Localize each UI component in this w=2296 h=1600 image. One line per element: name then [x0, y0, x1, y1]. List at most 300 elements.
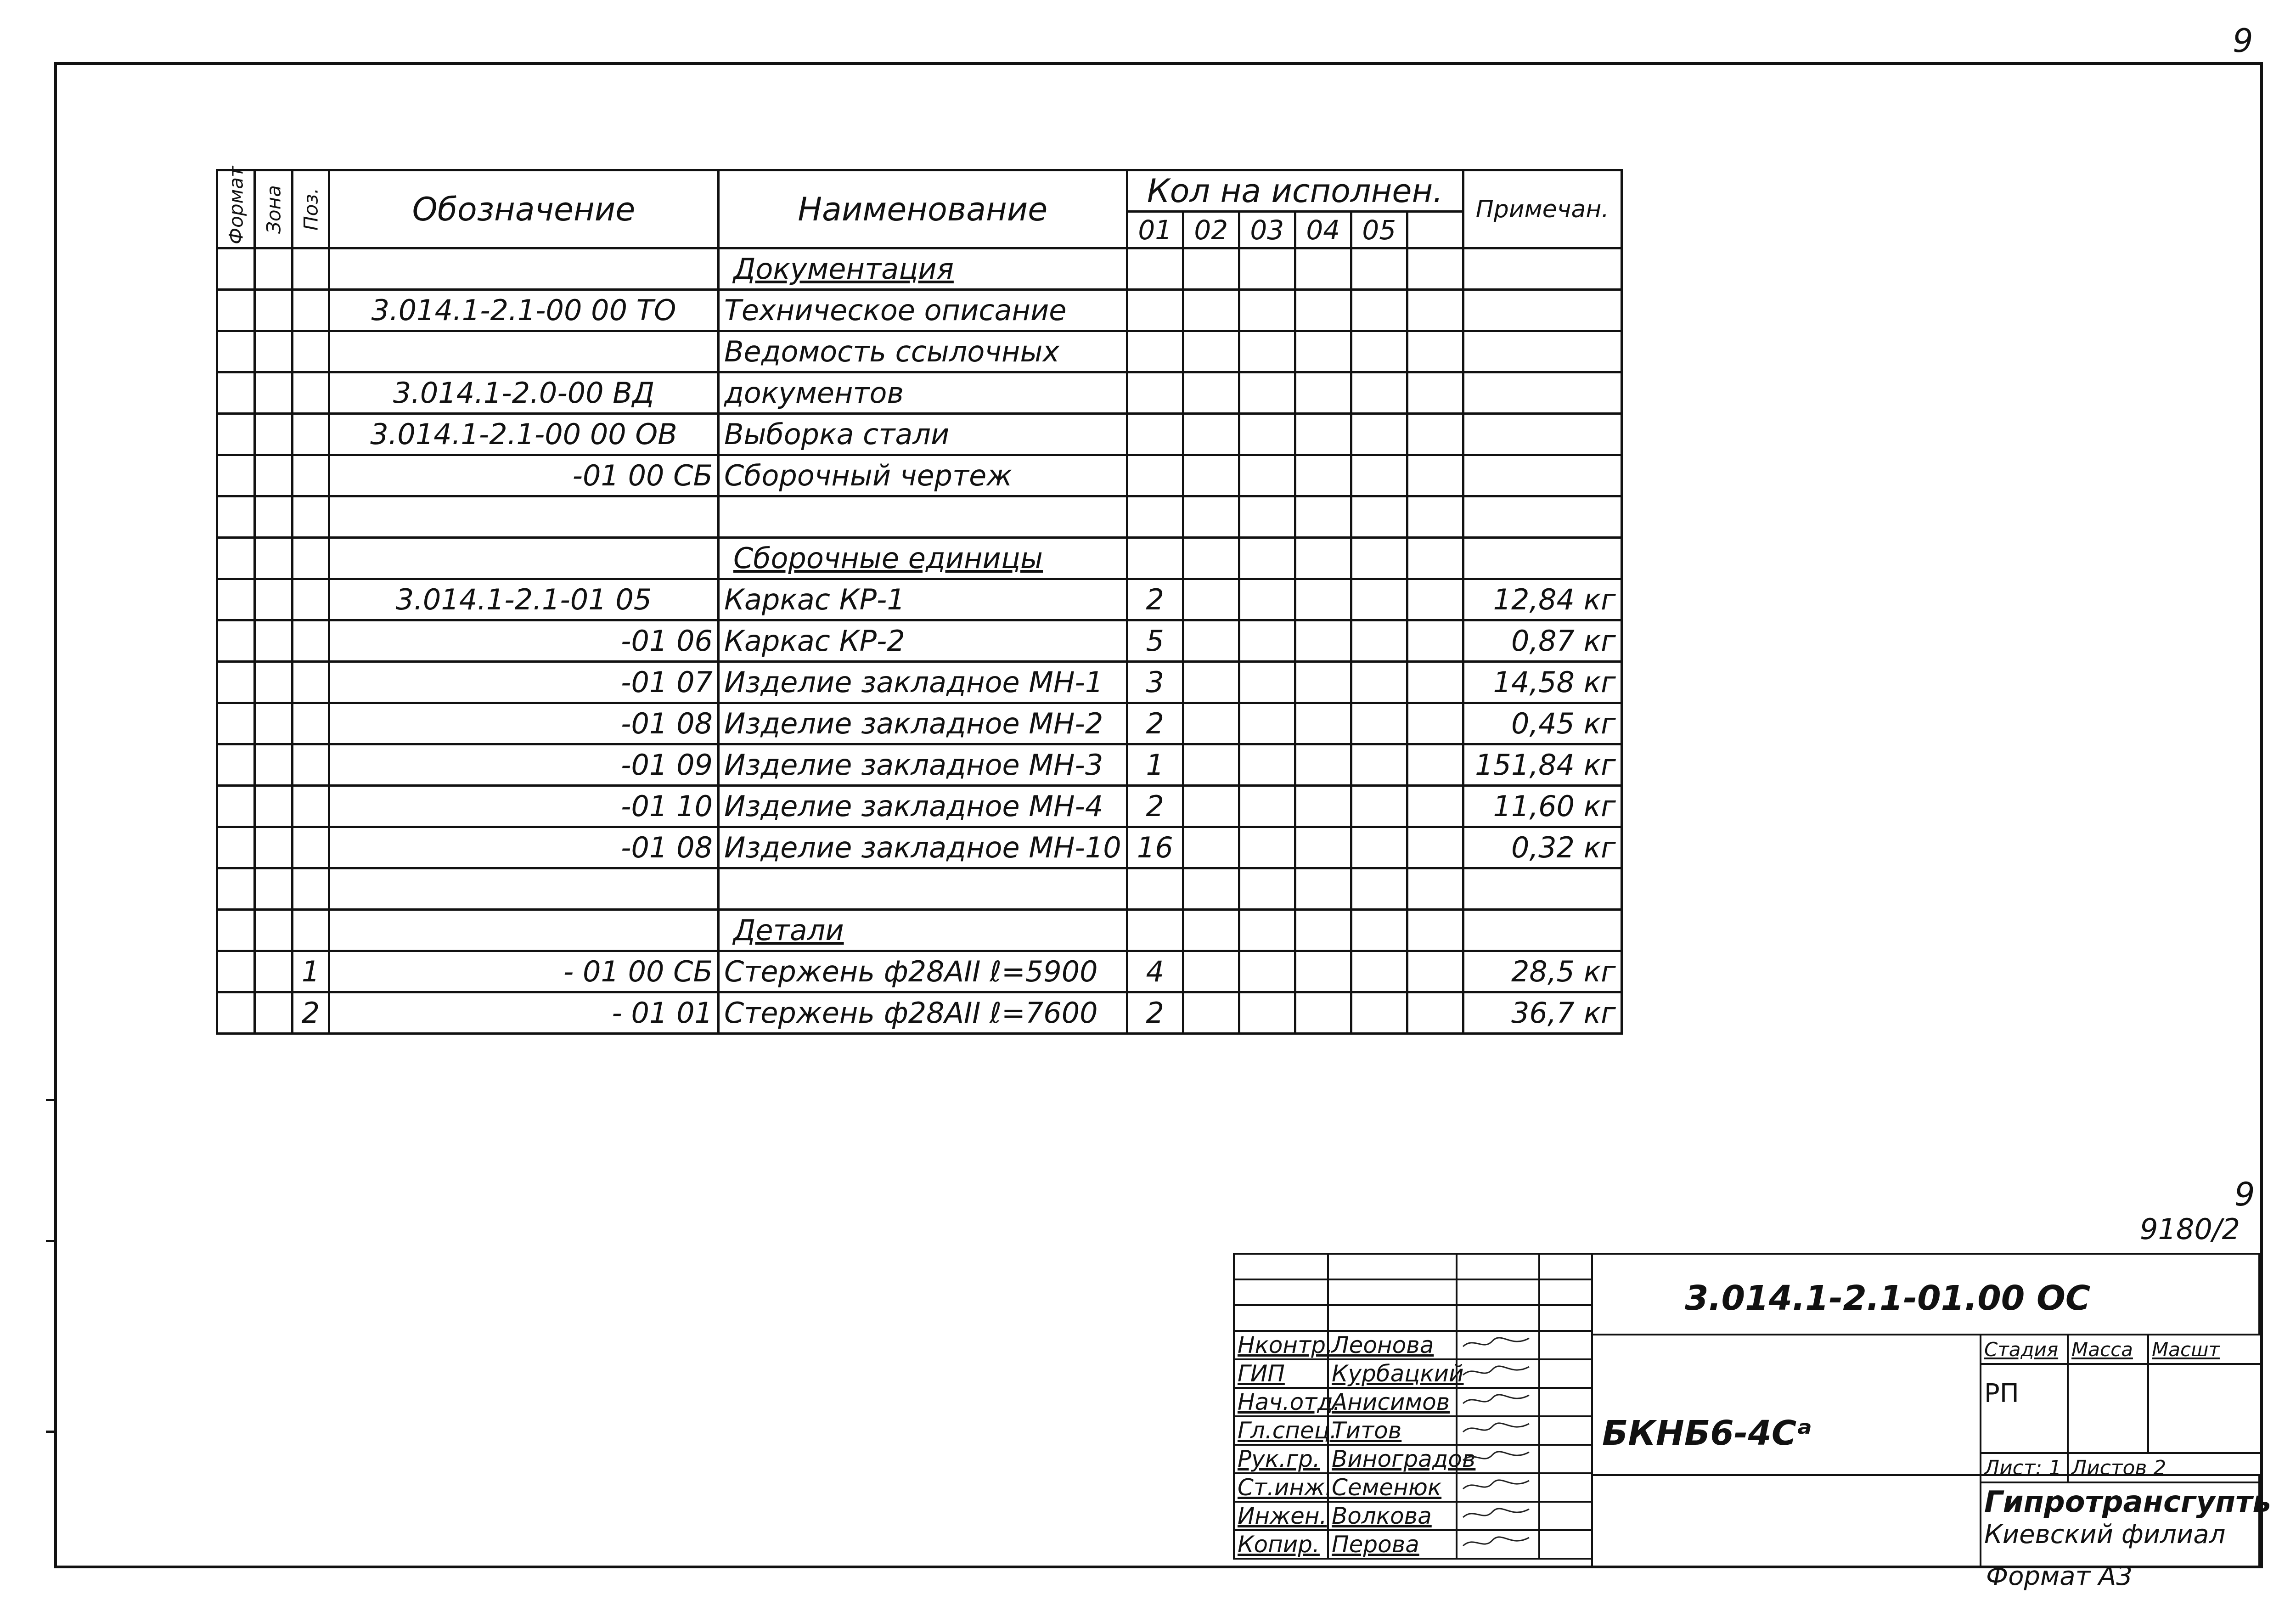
- margin-tick: [46, 1240, 56, 1242]
- blank-cell: [1591, 1474, 1981, 1568]
- qty-cell: [1295, 868, 1351, 910]
- qty-cell: [1407, 290, 1463, 331]
- name-cell: Стержень ф28АII ℓ=7600: [719, 992, 1127, 1034]
- qty-cell: [1183, 868, 1239, 910]
- qty-cell: [1239, 703, 1295, 744]
- zone-cell: [255, 786, 293, 827]
- margin-tick: [46, 1099, 56, 1101]
- designation-cell: -01 08: [329, 827, 719, 868]
- blank-cell: [1457, 1279, 1539, 1305]
- format-cell: [217, 620, 255, 662]
- qty-cell: [1351, 579, 1407, 620]
- qty-cell: [1127, 868, 1183, 910]
- pos-cell: [293, 290, 329, 331]
- qty-cell: [1183, 951, 1239, 992]
- qty-cell: [1183, 579, 1239, 620]
- designation-cell: [329, 331, 719, 372]
- qty-cell: [1407, 868, 1463, 910]
- zone-cell: [255, 744, 293, 786]
- qty-cell: [1351, 372, 1407, 414]
- qty-cell: [1407, 331, 1463, 372]
- qty-cell: [1183, 372, 1239, 414]
- qty-cell: [1351, 910, 1407, 951]
- header-name: Наименование: [719, 170, 1127, 248]
- qty-col-header: 01: [1127, 212, 1183, 248]
- header-note: Примечан.: [1463, 170, 1621, 248]
- name-cell: Каркас КР-1: [719, 579, 1127, 620]
- qty-cell: [1183, 414, 1239, 455]
- note-cell: 11,60 кг: [1463, 786, 1621, 827]
- qty-cell: [1239, 248, 1295, 290]
- format-cell: [217, 703, 255, 744]
- qty-cell: [1295, 910, 1351, 951]
- specification-table: [216, 166, 1623, 1035]
- qty-cell: [1351, 703, 1407, 744]
- qty-cell: [1295, 992, 1351, 1034]
- designation-cell: -01 06: [329, 620, 719, 662]
- qty-cell: [1295, 372, 1351, 414]
- zone-cell: [255, 910, 293, 951]
- note-cell: 36,7 кг: [1463, 992, 1621, 1034]
- note-cell: [1463, 372, 1621, 414]
- blank-cell: [1328, 1279, 1457, 1305]
- staff-row: [1234, 1388, 1592, 1416]
- note-cell: 12,84 кг: [1463, 579, 1621, 620]
- format-label: Формат А3: [1986, 1561, 2133, 1591]
- staff-name: Титов: [1328, 1416, 1457, 1445]
- staff-role: Инжен.: [1234, 1502, 1328, 1530]
- margin-tick: [46, 1431, 56, 1433]
- scale-label: Масшт: [2148, 1335, 2261, 1364]
- format-cell: [217, 579, 255, 620]
- format-cell: [217, 248, 255, 290]
- qty-cell: [1351, 992, 1407, 1034]
- designation-cell: [329, 910, 719, 951]
- format-cell: [217, 827, 255, 868]
- qty-cell: [1239, 496, 1295, 538]
- qty-cell: [1183, 992, 1239, 1034]
- pos-cell: 2: [293, 992, 329, 1034]
- pos-cell: [293, 455, 329, 496]
- qty-cell: [1127, 910, 1183, 951]
- qty-cell: [1183, 496, 1239, 538]
- pos-cell: [293, 579, 329, 620]
- qty-cell: [1351, 744, 1407, 786]
- staff-name: Леонова: [1328, 1331, 1457, 1359]
- qty-cell: [1295, 331, 1351, 372]
- designation-cell: 3.014.1-2.1-01 05: [329, 579, 719, 620]
- inventory-number: 9180/2: [2140, 1212, 2240, 1246]
- qty-cell: [1351, 290, 1407, 331]
- product-cell: [1591, 1334, 1981, 1476]
- header-pos: Поз.: [293, 170, 329, 248]
- format-cell: [217, 744, 255, 786]
- qty-cell: [1239, 744, 1295, 786]
- pos-cell: [293, 496, 329, 538]
- pos-cell: [293, 868, 329, 910]
- qty-cell: [1295, 703, 1351, 744]
- zone-cell: [255, 951, 293, 992]
- zone-cell: [255, 290, 293, 331]
- qty-cell: [1239, 662, 1295, 703]
- product-name: БКНБ6-4Сᵃ: [1602, 1414, 1812, 1453]
- qty-cell: [1407, 455, 1463, 496]
- blank-cell: [1234, 1279, 1328, 1305]
- designation-cell: -01 00 СБ: [329, 455, 719, 496]
- signature: [1457, 1388, 1539, 1416]
- zone-cell: [255, 662, 293, 703]
- zone-cell: [255, 372, 293, 414]
- pos-cell: [293, 414, 329, 455]
- qty-cell: [1183, 662, 1239, 703]
- pos-cell: [293, 372, 329, 414]
- designation-cell: [329, 248, 719, 290]
- header-zone: Зона: [255, 170, 293, 248]
- designation-cell: 3.014.1-2.1-00 00 ТО: [329, 290, 719, 331]
- qty-cell: [1351, 414, 1407, 455]
- table-row: [217, 414, 1622, 455]
- table-row: [217, 372, 1622, 414]
- qty-cell: [1295, 662, 1351, 703]
- table-row: [217, 703, 1622, 744]
- pos-cell: [293, 331, 329, 372]
- table-row: [217, 455, 1622, 496]
- staff-role: ГИП: [1234, 1359, 1328, 1388]
- qty-cell: [1407, 372, 1463, 414]
- org-branch: Киевский филиал: [1984, 1520, 2226, 1549]
- qty-col-header: 03: [1239, 212, 1295, 248]
- table-row: [217, 951, 1622, 992]
- blank-cell: [1234, 1305, 1328, 1331]
- qty-cell: [1407, 951, 1463, 992]
- scale-value: [2148, 1364, 2261, 1453]
- qty-cell: [1239, 868, 1295, 910]
- inventory-superscript: 9: [2234, 1176, 2255, 1213]
- date-cell: [1539, 1445, 1592, 1473]
- zone-cell: [255, 496, 293, 538]
- qty-cell: [1127, 414, 1183, 455]
- spec-body: [217, 248, 1622, 1034]
- name-cell: [719, 868, 1127, 910]
- qty-cell: [1295, 290, 1351, 331]
- qty-cell: [1407, 662, 1463, 703]
- zone-cell: [255, 538, 293, 579]
- zone-cell: [255, 579, 293, 620]
- format-cell: [217, 538, 255, 579]
- table-row: [217, 992, 1622, 1034]
- qty-cell: [1295, 744, 1351, 786]
- note-cell: [1463, 868, 1621, 910]
- zone-cell: [255, 868, 293, 910]
- zone-cell: [255, 992, 293, 1034]
- staff-blank-row: [1234, 1279, 1592, 1305]
- name-cell: Выборка стали: [719, 414, 1127, 455]
- table-row: [217, 248, 1622, 290]
- note-cell: [1463, 331, 1621, 372]
- qty-cell: [1295, 414, 1351, 455]
- blank-cell: [1539, 1254, 1592, 1279]
- date-cell: [1539, 1416, 1592, 1445]
- note-cell: 28,5 кг: [1463, 951, 1621, 992]
- doc-code: 3.014.1-2.1-01.00 ОС: [1685, 1279, 2091, 1318]
- staff-name: Семенюк: [1328, 1473, 1457, 1502]
- pos-cell: [293, 620, 329, 662]
- pos-cell: [293, 703, 329, 744]
- note-cell: [1463, 455, 1621, 496]
- qty-cell: 3: [1127, 662, 1183, 703]
- signature: [1457, 1416, 1539, 1445]
- name-cell: Изделие закладное МН-3: [719, 744, 1127, 786]
- qty-cell: [1127, 455, 1183, 496]
- name-cell: Изделие закладное МН-2: [719, 703, 1127, 744]
- table-row: [217, 496, 1622, 538]
- qty-cell: [1351, 786, 1407, 827]
- qty-col-header: 05: [1351, 212, 1407, 248]
- qty-cell: [1407, 414, 1463, 455]
- page-number: 9: [2233, 22, 2253, 60]
- note-cell: 14,58 кг: [1463, 662, 1621, 703]
- name-cell: документов: [719, 372, 1127, 414]
- note-cell: [1463, 248, 1621, 290]
- qty-cell: [1351, 662, 1407, 703]
- name-cell: Изделие закладное МН-4: [719, 786, 1127, 827]
- zone-cell: [255, 620, 293, 662]
- name-cell: Ведомость ссылочных: [719, 331, 1127, 372]
- qty-cell: 16: [1127, 827, 1183, 868]
- qty-cell: [1239, 992, 1295, 1034]
- qty-cell: [1183, 455, 1239, 496]
- blank-cell: [1457, 1254, 1539, 1279]
- qty-cell: [1351, 496, 1407, 538]
- date-cell: [1539, 1530, 1592, 1559]
- qty-cell: [1239, 910, 1295, 951]
- format-cell: [217, 910, 255, 951]
- staff-role: Копир.: [1234, 1530, 1328, 1559]
- table-row: [217, 579, 1622, 620]
- staff-grid: [1233, 1253, 1593, 1560]
- qty-cell: [1127, 248, 1183, 290]
- note-cell: [1463, 496, 1621, 538]
- qty-cell: [1183, 620, 1239, 662]
- qty-cell: [1407, 744, 1463, 786]
- signature: [1457, 1445, 1539, 1473]
- qty-cell: [1295, 455, 1351, 496]
- signature: [1457, 1530, 1539, 1559]
- format-cell: [217, 455, 255, 496]
- qty-cell: 4: [1127, 951, 1183, 992]
- qty-cell: [1183, 248, 1239, 290]
- qty-cell: [1127, 290, 1183, 331]
- qty-cell: [1239, 372, 1295, 414]
- qty-cell: [1183, 331, 1239, 372]
- header-designation: Обозначение: [329, 170, 719, 248]
- designation-cell: 3.014.1-2.0-00 ВД: [329, 372, 719, 414]
- note-cell: [1463, 538, 1621, 579]
- date-cell: [1539, 1388, 1592, 1416]
- sheets-label: Листов 2: [2068, 1453, 2261, 1482]
- date-cell: [1539, 1331, 1592, 1359]
- qty-cell: [1407, 703, 1463, 744]
- date-cell: [1539, 1359, 1592, 1388]
- designation-cell: - 01 01: [329, 992, 719, 1034]
- pos-cell: [293, 248, 329, 290]
- qty-cell: [1295, 579, 1351, 620]
- qty-cell: [1183, 827, 1239, 868]
- stage-label: Стадия: [1981, 1335, 2068, 1364]
- qty-cell: [1183, 703, 1239, 744]
- format-cell: [217, 951, 255, 992]
- format-cell: [217, 496, 255, 538]
- stage-value: РП: [1981, 1364, 2068, 1453]
- qty-cell: [1295, 496, 1351, 538]
- qty-cell: [1407, 910, 1463, 951]
- designation-cell: [329, 868, 719, 910]
- qty-cell: 2: [1127, 579, 1183, 620]
- name-cell: [719, 496, 1127, 538]
- format-cell: [217, 372, 255, 414]
- note-cell: [1463, 290, 1621, 331]
- pos-cell: [293, 538, 329, 579]
- qty-cell: [1183, 910, 1239, 951]
- mass-label: Масса: [2068, 1335, 2148, 1364]
- stage-grid: [1980, 1334, 2262, 1483]
- format-cell: [217, 414, 255, 455]
- note-cell: [1463, 910, 1621, 951]
- qty-cell: [1183, 744, 1239, 786]
- name-cell: Сборочные единицы: [719, 538, 1127, 579]
- qty-cell: [1295, 248, 1351, 290]
- staff-role: Рук.гр.: [1234, 1445, 1328, 1473]
- qty-cell: [1351, 455, 1407, 496]
- name-cell: Детали: [719, 910, 1127, 951]
- table-row: [217, 290, 1622, 331]
- qty-cell: [1239, 827, 1295, 868]
- designation-cell: -01 08: [329, 703, 719, 744]
- format-cell: [217, 290, 255, 331]
- qty-cell: [1239, 951, 1295, 992]
- qty-cell: [1239, 414, 1295, 455]
- qty-cell: [1239, 331, 1295, 372]
- note-cell: 0,32 кг: [1463, 827, 1621, 868]
- format-cell: [217, 662, 255, 703]
- staff-blank-row: [1234, 1305, 1592, 1331]
- qty-cell: [1295, 786, 1351, 827]
- blank-cell: [1539, 1279, 1592, 1305]
- zone-cell: [255, 455, 293, 496]
- zone-cell: [255, 414, 293, 455]
- zone-cell: [255, 827, 293, 868]
- note-cell: [1463, 414, 1621, 455]
- qty-cell: [1239, 455, 1295, 496]
- qty-cell: [1239, 786, 1295, 827]
- qty-col-header: [1407, 212, 1463, 248]
- qty-col-header: 04: [1295, 212, 1351, 248]
- table-row: [217, 620, 1622, 662]
- qty-cell: [1239, 579, 1295, 620]
- doc-code-cell: [1591, 1253, 2260, 1335]
- qty-cell: [1127, 372, 1183, 414]
- qty-cell: [1239, 290, 1295, 331]
- staff-row: [1234, 1359, 1592, 1388]
- format-cell: [217, 868, 255, 910]
- blank-cell: [1328, 1305, 1457, 1331]
- table-row: [217, 538, 1622, 579]
- org-name: Гипротрансгупть: [1984, 1485, 2271, 1519]
- table-row: [217, 827, 1622, 868]
- qty-cell: 2: [1127, 703, 1183, 744]
- qty-cell: [1295, 827, 1351, 868]
- qty-cell: [1239, 538, 1295, 579]
- format-cell: [217, 786, 255, 827]
- staff-role: Нач.отд.: [1234, 1388, 1328, 1416]
- qty-cell: [1407, 579, 1463, 620]
- qty-cell: [1407, 827, 1463, 868]
- zone-cell: [255, 331, 293, 372]
- staff-role: Нконтр.: [1234, 1331, 1328, 1359]
- pos-cell: 1: [293, 951, 329, 992]
- qty-cell: [1351, 868, 1407, 910]
- table-row: [217, 910, 1622, 951]
- note-cell: 0,87 кг: [1463, 620, 1621, 662]
- qty-cell: [1239, 620, 1295, 662]
- qty-cell: [1351, 248, 1407, 290]
- qty-cell: [1407, 496, 1463, 538]
- qty-cell: [1407, 248, 1463, 290]
- title-block: [1233, 1253, 2271, 1568]
- format-cell: [217, 992, 255, 1034]
- qty-cell: [1407, 786, 1463, 827]
- header-format: Формат: [217, 170, 255, 248]
- name-cell: Каркас КР-2: [719, 620, 1127, 662]
- designation-cell: [329, 496, 719, 538]
- name-cell: Документация: [719, 248, 1127, 290]
- pos-cell: [293, 662, 329, 703]
- pos-cell: [293, 910, 329, 951]
- staff-name: Перова: [1328, 1530, 1457, 1559]
- staff-row: [1234, 1331, 1592, 1359]
- staff-row: [1234, 1502, 1592, 1530]
- date-cell: [1539, 1502, 1592, 1530]
- table-row: [217, 786, 1622, 827]
- org-cell: [1980, 1474, 2271, 1568]
- date-cell: [1539, 1473, 1592, 1502]
- qty-cell: [1127, 496, 1183, 538]
- qty-cell: [1351, 331, 1407, 372]
- qty-cell: 1: [1127, 744, 1183, 786]
- qty-cell: 2: [1127, 786, 1183, 827]
- staff-name: Волкова: [1328, 1502, 1457, 1530]
- staff-row: [1234, 1473, 1592, 1502]
- signature: [1457, 1473, 1539, 1502]
- name-cell: Изделие закладное МН-10: [719, 827, 1127, 868]
- name-cell: Стержень ф28АII ℓ=5900: [719, 951, 1127, 992]
- format-cell: [217, 331, 255, 372]
- table-row: [217, 662, 1622, 703]
- designation-cell: -01 07: [329, 662, 719, 703]
- designation-cell: [329, 538, 719, 579]
- qty-cell: [1295, 620, 1351, 662]
- qty-cell: [1407, 620, 1463, 662]
- qty-cell: 2: [1127, 992, 1183, 1034]
- header-qty-group: Кол на исполнен.: [1127, 170, 1463, 212]
- table-row: [217, 331, 1622, 372]
- pos-cell: [293, 744, 329, 786]
- table-row: [217, 744, 1622, 786]
- qty-cell: [1295, 951, 1351, 992]
- qty-cell: 5: [1127, 620, 1183, 662]
- note-cell: 0,45 кг: [1463, 703, 1621, 744]
- zone-cell: [255, 248, 293, 290]
